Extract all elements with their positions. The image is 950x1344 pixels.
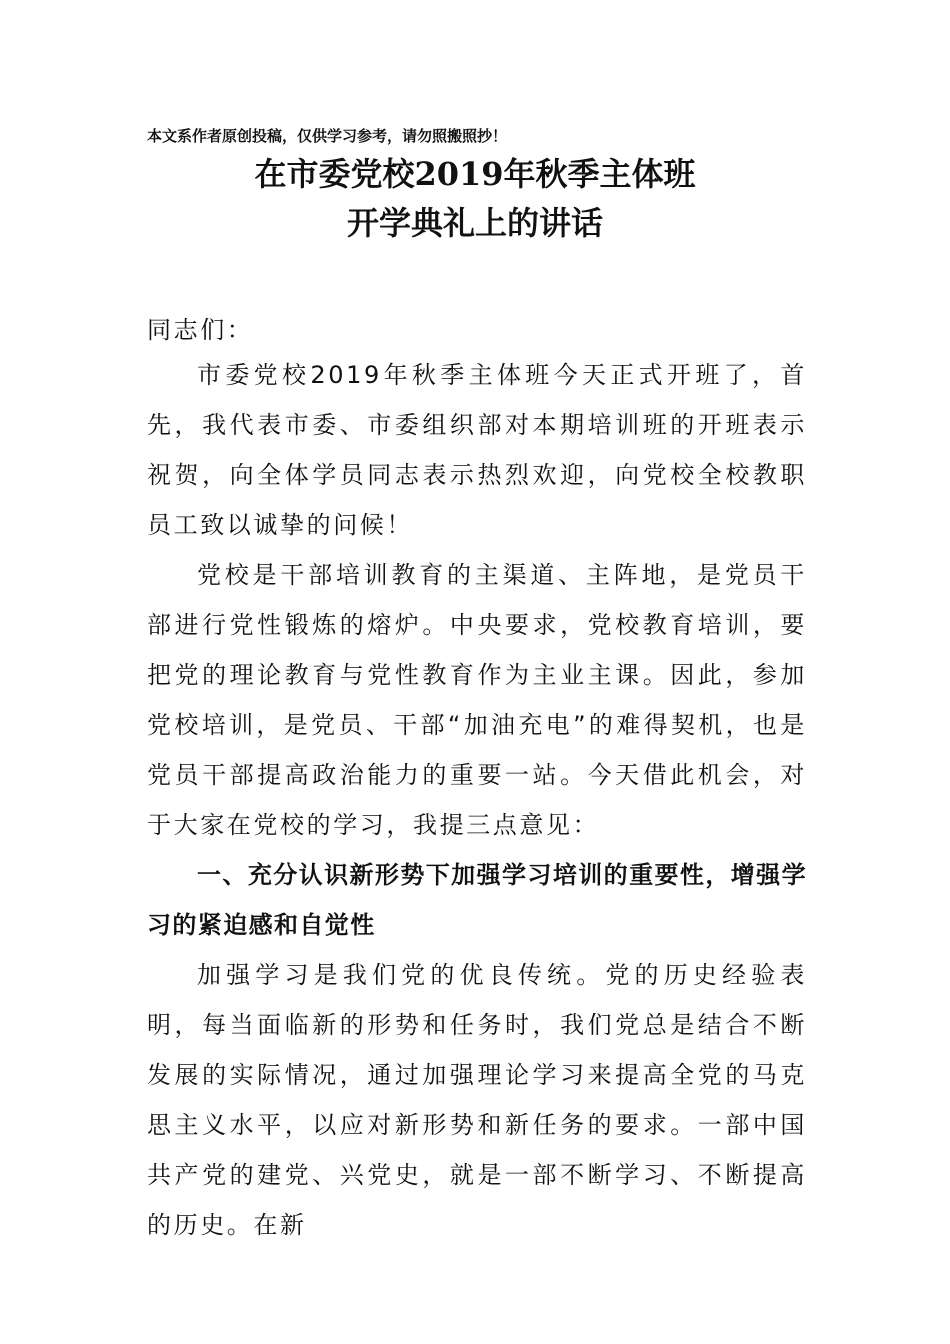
document-title-line-1: 在市委党校2019年秋季主体班 — [254, 155, 696, 193]
paragraph-party-school: 党校是干部培训教育的主渠道、主阵地，是党员干部进行党性锻炼的熔炉。中央要求，党校教育培训，要把党的理论教育与党性教育作为主业主课。因此，参加党校培训，是党员、干部“加油充电”的难得契机，也是党员干部提高政治能力的重要一站。今天借此机会，对于大家在党校的学习，我提三点意见： — [147, 561, 807, 839]
paragraph-opening: 市委党校2019年秋季主体班今天正式开班了，首先，我代表市委、市委组织部对本期培训班的开班表示祝贺，向全体学员同志表示热烈欢迎，向党校全校教职员工致以诚挚的问候！ — [147, 361, 807, 539]
section-heading-1: 一、充分认识新形势下加强学习培训的重要性，增强学习的紧迫感和自觉性 — [147, 861, 807, 939]
copyright-notice: 本文系作者原创投稿，仅供学习参考，请勿照搬照抄！ — [147, 127, 508, 145]
salutation: 同志们： — [147, 316, 254, 344]
document-title-line-2: 开学典礼上的讲话 — [346, 204, 603, 242]
paragraph-section-1: 加强学习是我们党的优良传统。党的历史经验表明，每当面临新的形势和任务时，我们党总是结合不断发展的实际情况，通过加强理论学习来提高全党的马克思主义水平，以应对新形势和新任务的要求。一部中国共产党的建党、兴党史，就是一部不断学习、不断提高的历史。在新 — [147, 961, 807, 1239]
